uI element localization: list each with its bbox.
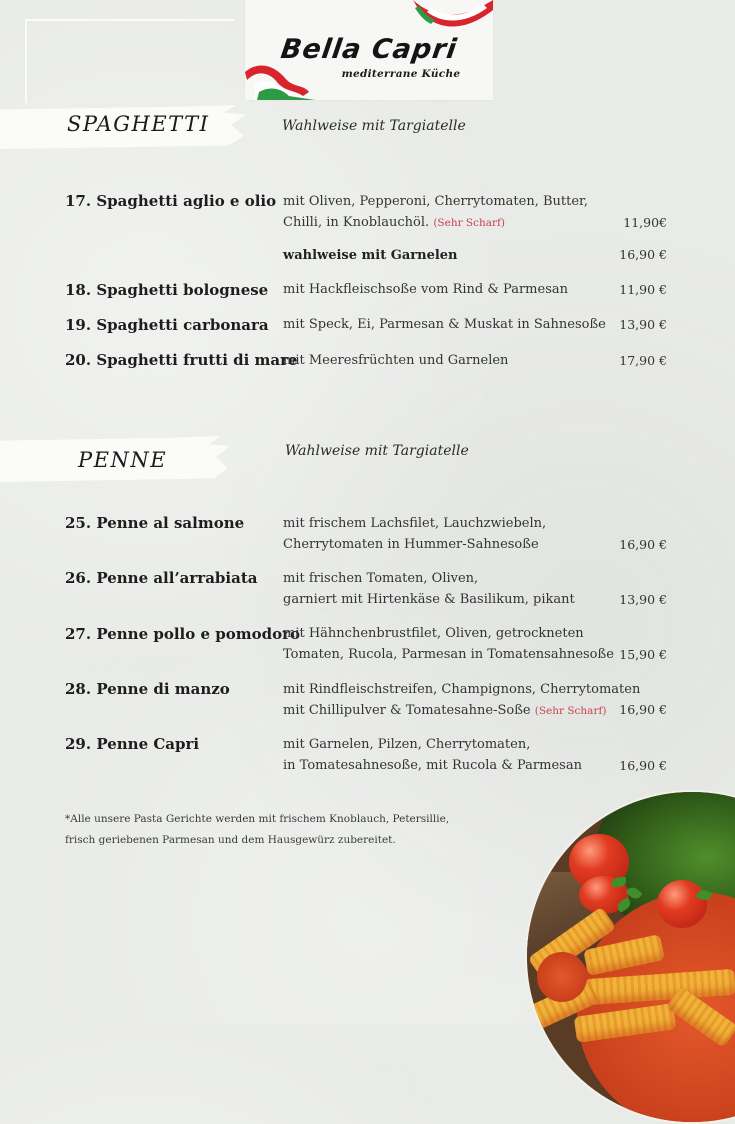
menu-item-name: 28. Penne di manzo <box>65 680 230 698</box>
menu-item-option: wahlweise mit Garnelen <box>283 248 458 263</box>
menu-item-price: 16,90 € <box>619 758 667 773</box>
menu-item-description: mit Oliven, Pepperoni, Cherrytomaten, Butter, Chilli, in Knoblauchöl. (Sehr Scharf) <box>283 194 588 230</box>
menu-item-price: 13,90 € <box>619 317 667 332</box>
penne-pasta-photo <box>525 790 735 1124</box>
menu-item-name: 26. Penne all’arrabiata <box>65 569 258 587</box>
menu-item-description: mit Garnelen, Pilzen, Cherrytomaten, in Tomatesahnesoße, mit Rucola & Parmesan <box>283 737 582 773</box>
menu-item-price: 11,90 € <box>619 282 667 297</box>
footnote: *Alle unsere Pasta Gerichte werden mit frischem Knoblauch, Petersillie, frisch geriebenen Parmesan und dem Hausgewürz zubereitet. <box>65 813 450 846</box>
menu-item-name: 19. Spaghetti carbonara <box>65 316 269 334</box>
menu-item-price: 11,90€ <box>623 215 667 230</box>
menu-item-name: 17. Spaghetti aglio e olio <box>65 192 277 210</box>
italian-flag-ribbon-bottom-icon <box>245 62 317 100</box>
menu-item-option-price: 16,90 € <box>619 247 667 262</box>
menu-item-description: mit Meeresfrüchten und Garnelen <box>283 353 509 368</box>
menu-item-price: 15,90 € <box>619 647 667 662</box>
section-note-spaghetti: Wahlweise mit Targiatelle <box>282 118 466 134</box>
menu-item-description: mit frischem Lachsfilet, Lauchzwiebeln, Cherrytomaten in Hummer-Sahnesoße <box>283 516 547 552</box>
section-title-spaghetti: SPAGHETTI <box>67 112 210 136</box>
section-title-penne: PENNE <box>78 448 168 472</box>
menu-item-name: 20. Spaghetti frutti di mare <box>65 351 298 369</box>
menu-item-description: mit Hackfleischsoße vom Rind & Parmesan <box>283 282 568 297</box>
menu-item-price: 16,90 € <box>619 537 667 552</box>
menu-item-name: 18. Spaghetti bolognese <box>65 281 269 299</box>
menu-item-name: 27. Penne pollo e pomodoro <box>65 625 300 643</box>
menu-item-price: 13,90 € <box>619 592 667 607</box>
menu-item-description: mit Hähnchenbrustfilet, Oliven, getrockneten Tomaten, Rucola, Parmesan in Tomatensahnesoße <box>283 626 614 662</box>
spicy-label: (Sehr Scharf) <box>433 217 506 229</box>
menu-item-price: 17,90 € <box>619 353 667 368</box>
menu-item-description: mit Rindfleischstreifen, Champignons, Cherrytomaten mit Chillipulver & Tomatesahne-Soße (Sehr Scharf) <box>283 682 641 718</box>
menu-item-description: mit frischen Tomaten, Oliven, garniert mit Hirtenkäse & Basilikum, pikant <box>283 571 575 607</box>
decorative-frame <box>25 19 235 103</box>
section-note-penne: Wahlweise mit Targiatelle <box>285 443 469 459</box>
logo-title: Bella Capri <box>278 34 460 65</box>
logo-subtitle: mediterrane Küche <box>341 68 461 80</box>
spicy-label: (Sehr Scharf) <box>534 705 607 717</box>
menu-item-name: 29. Penne Capri <box>65 735 200 753</box>
restaurant-logo <box>245 0 493 100</box>
menu-item-name: 25. Penne al salmone <box>65 514 245 532</box>
menu-item-price: 16,90 € <box>619 702 667 717</box>
menu-item-description: mit Speck, Ei, Parmesan & Muskat in Sahnesoße <box>283 317 606 332</box>
